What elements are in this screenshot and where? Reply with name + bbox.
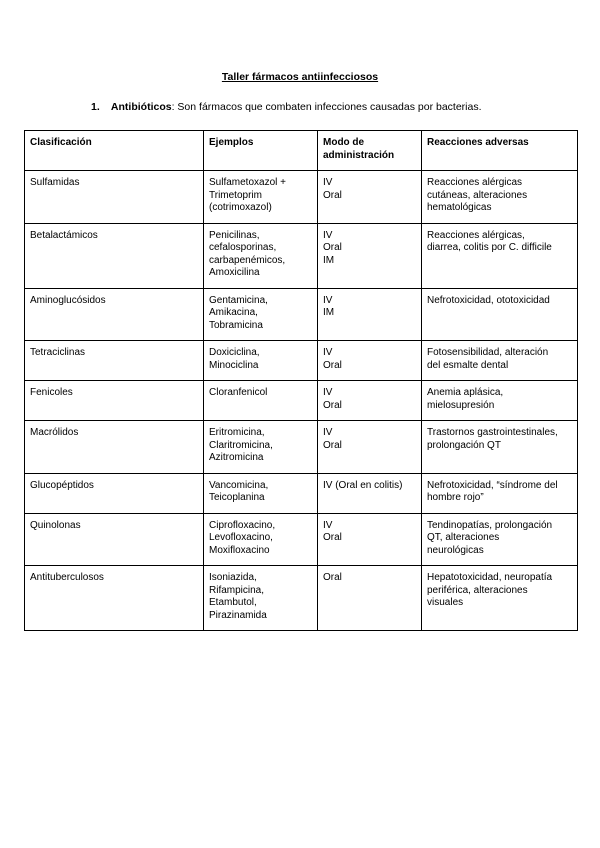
cell-modo	[318, 288, 422, 341]
modo-line: IV	[323, 229, 333, 241]
table-body	[25, 171, 578, 631]
cell-reacciones	[422, 341, 578, 381]
document-title: Taller fármacos antiinfecciosos	[221, 71, 379, 83]
table-row	[25, 223, 578, 288]
modo-line: IV	[323, 427, 333, 438]
reacciones-line: Trastornos gastrointestinales,	[427, 427, 558, 438]
cell-clasificacion: Sulfamidas	[25, 171, 204, 224]
cell-reacciones	[422, 223, 578, 288]
cell-clasificacion: Aminoglucósidos	[25, 288, 204, 341]
ejemplos-line: Sulfametoxazol +	[209, 177, 286, 188]
table-row	[25, 341, 578, 381]
intro-text: : Son fármacos que combaten infecciones causadas por bacterias.	[171, 101, 482, 113]
table-row	[25, 381, 578, 421]
reacciones-line: neurológicas	[427, 544, 484, 556]
ejemplos-line: Trimetoprim	[209, 189, 262, 201]
ejemplos-line: cefalosporinas,	[209, 242, 277, 253]
table-row	[25, 513, 578, 566]
cell-modo	[318, 566, 422, 631]
cell-modo	[318, 171, 422, 224]
ejemplos-line: (cotrimoxazol)	[209, 202, 272, 213]
cell-clasificacion: Quinolonas	[25, 513, 204, 566]
reacciones-line: Tendinopatías, prolongación	[427, 519, 553, 531]
ejemplos-line: Tobramicina	[209, 319, 263, 331]
cell-clasificacion: Fenicoles	[25, 381, 204, 421]
ejemplos-line: Isoniazida,	[209, 572, 257, 583]
ejemplos-line: Penicilinas,	[209, 229, 260, 241]
reacciones-line: Nefrotoxicidad, ototoxicidad	[427, 294, 550, 306]
reacciones-line: Reacciones alérgicas,	[427, 229, 525, 241]
cell-ejemplos	[204, 341, 318, 381]
modo-line: IM	[323, 307, 335, 318]
modo-line: Oral	[323, 242, 342, 253]
cell-reacciones	[422, 473, 578, 513]
modo-line: IV (Oral en colitis)	[323, 479, 403, 491]
list-number: 1.	[91, 101, 100, 113]
modo-line: Oral	[323, 399, 342, 411]
ejemplos-line: Minociclina	[209, 359, 259, 371]
intro-paragraph	[91, 101, 482, 113]
modo-line: Oral	[323, 572, 342, 583]
reacciones-line: Anemia aplásica,	[427, 387, 504, 398]
table-header-row	[25, 131, 578, 171]
ejemplos-line: Doxiciclina,	[209, 347, 260, 358]
ejemplos-line: Etambutol,	[209, 597, 257, 608]
cell-ejemplos	[204, 381, 318, 421]
ejemplos-line: Amoxicilina	[209, 267, 260, 278]
reacciones-line: Nefrotoxicidad, “síndrome del	[427, 479, 558, 491]
table-row	[25, 171, 578, 224]
cell-modo	[318, 421, 422, 474]
ejemplos-line: Ciprofloxacino,	[209, 519, 276, 531]
ejemplos-line: Gentamicina,	[209, 294, 268, 306]
ejemplos-line: Eritromicina,	[209, 427, 265, 438]
ejemplos-line: Vancomicina,	[209, 479, 269, 491]
cell-modo	[318, 223, 422, 288]
cell-clasificacion: Antituberculosos	[25, 566, 204, 631]
ejemplos-line: carbapenémicos,	[209, 254, 286, 266]
cell-reacciones	[422, 513, 578, 566]
reacciones-line: QT, alteraciones	[427, 532, 500, 543]
antibiotics-table	[24, 130, 578, 631]
modo-line: Oral	[323, 439, 342, 451]
table-row	[25, 421, 578, 474]
cell-reacciones	[422, 381, 578, 421]
modo-line: IV	[323, 519, 333, 531]
ejemplos-line: Amikacina,	[209, 307, 258, 318]
reacciones-line: del esmalte dental	[427, 359, 509, 371]
cell-ejemplos	[204, 223, 318, 288]
reacciones-line: periférica, alteraciones	[427, 584, 528, 596]
reacciones-line: cutáneas, alteraciones	[427, 189, 528, 201]
table-row	[25, 288, 578, 341]
cell-modo	[318, 381, 422, 421]
cell-ejemplos	[204, 566, 318, 631]
reacciones-line: diarrea, colitis por C. difficile	[427, 242, 552, 253]
modo-line: IM	[323, 254, 335, 266]
ejemplos-line: Azitromicina	[209, 452, 264, 463]
ejemplos-line: Pirazinamida	[209, 609, 267, 621]
reacciones-line: Fotosensibilidad, alteración	[427, 347, 549, 358]
reacciones-line: prolongación QT	[427, 439, 501, 451]
table-row	[25, 473, 578, 513]
cell-ejemplos	[204, 421, 318, 474]
ejemplos-line: Levofloxacino,	[209, 532, 273, 543]
reacciones-line: mielosupresión	[427, 399, 495, 411]
modo-line: Oral	[323, 359, 342, 371]
cell-modo	[318, 473, 422, 513]
modo-line: IV	[323, 177, 333, 188]
cell-clasificacion: Macrólidos	[25, 421, 204, 474]
cell-reacciones	[422, 421, 578, 474]
cell-modo	[318, 341, 422, 381]
table-row	[25, 566, 578, 631]
header-ejemplos: Ejemplos	[204, 131, 318, 171]
cell-reacciones	[422, 288, 578, 341]
cell-ejemplos	[204, 473, 318, 513]
header-reacciones: Reacciones adversas	[422, 131, 578, 171]
ejemplos-line: Moxifloxacino	[209, 544, 270, 556]
reacciones-line: hombre rojo”	[427, 492, 484, 503]
header-modo: Modo de administración	[318, 131, 422, 171]
intro-term: Antibióticos	[110, 101, 172, 113]
cell-reacciones	[422, 171, 578, 224]
ejemplos-line: Rifampicina,	[209, 584, 265, 596]
cell-modo	[318, 513, 422, 566]
modo-line: Oral	[323, 189, 342, 201]
modo-line: IV	[323, 387, 333, 398]
header-clasificacion: Clasificación	[25, 131, 204, 171]
modo-line: Oral	[323, 532, 342, 543]
reacciones-line: hematológicas	[427, 202, 492, 213]
cell-clasificacion: Tetraciclinas	[25, 341, 204, 381]
reacciones-line: Hepatotoxicidad, neuropatía	[427, 572, 553, 583]
cell-ejemplos	[204, 513, 318, 566]
reacciones-line: Reacciones alérgicas	[427, 177, 523, 188]
ejemplos-line: Claritromicina,	[209, 439, 273, 451]
cell-reacciones	[422, 566, 578, 631]
reacciones-line: visuales	[427, 597, 464, 608]
cell-clasificacion: Betalactámicos	[25, 223, 204, 288]
cell-ejemplos	[204, 288, 318, 341]
ejemplos-line: Teicoplanina	[209, 492, 265, 503]
modo-line: IV	[323, 347, 333, 358]
cell-ejemplos	[204, 171, 318, 224]
modo-line: IV	[323, 294, 333, 306]
ejemplos-line: Cloranfenicol	[209, 387, 268, 398]
cell-clasificacion: Glucopéptidos	[25, 473, 204, 513]
